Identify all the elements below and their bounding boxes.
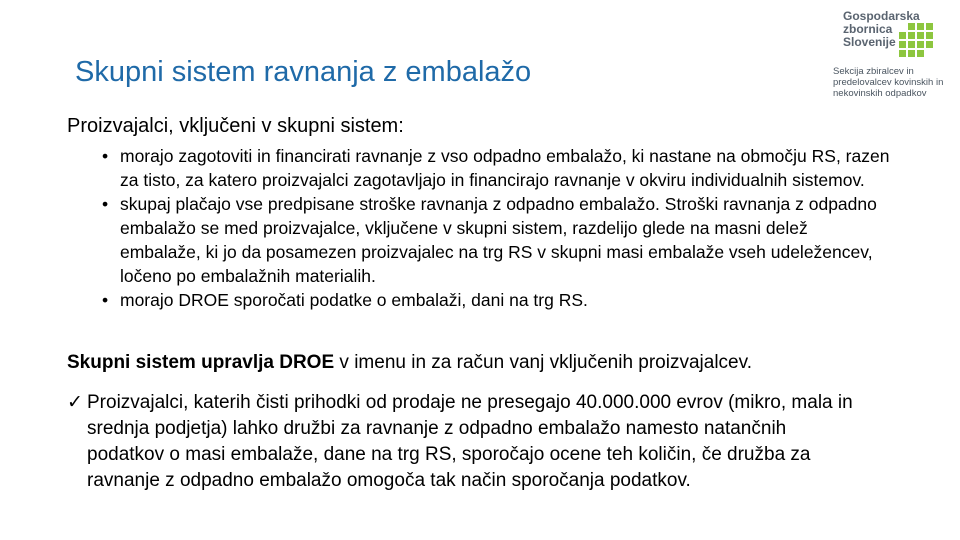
bullet-icon: • [102,290,109,310]
bullet-list [102,144,892,312]
check-item: ✓ Proizvajalci, katerih čisti prihodki od prodaje ne presegajo 40.000.000 evrov (mikro, mala in srednja podjetja) lahko družbi za ravnanje z odpadno embalažo namesto natančnih podatkov o masi embalaže, dane na trg RS, sporočajo ocene teh količin, če družba za ravnanje z odpadno embalažo omogoča tak način sporočanja podatkov. [67,392,853,491]
bullet-icon: • [102,146,109,166]
checkmark-icon: ✓ [67,392,83,413]
bullet-item: • morajo DROE sporočati podatke o embalaži, dani na trg RS. [102,290,588,310]
chamber-logo [833,9,953,99]
slide-title: Skupni sistem ravnanja z embalažo [75,56,532,88]
bullet-item: • skupaj plačajo vse predpisane stroške ravnanja z odpadno embalažo. Stroški ravnanja z odpadno embalažo se med proizvajalce, vključene v skupni sistem, razdelijo glede na masni delež embalaže, ki jo da posamezen proizvajalec na trg RS v skupni masi embalaže vseh udeležencev, ločeno po embalažnih materialih. [102,194,877,286]
section-heading: Proizvajalci, vključeni v skupni sistem: [67,115,404,137]
logo-name: Gospodarska zbornica Slovenije [843,9,920,49]
bullet-icon: • [102,194,109,214]
logo-subtitle: Sekcija zbiralcev in predelovalcev kovinskih in nekovinskih odpadkov [833,66,944,99]
management-statement: Skupni sistem upravlja DROE v imenu in za račun vanj vključenih proizvajalcev. [67,352,752,373]
logo-grid-icon [899,23,933,57]
bullet-item: • morajo zagotoviti in financirati ravnanje z vso odpadno embalažo, ki nastane na območju RS, razen za tisto, za katero proizvajalci zagotavljajo in financirajo ravnanje v okviru individualnih sistemov. [102,146,890,190]
